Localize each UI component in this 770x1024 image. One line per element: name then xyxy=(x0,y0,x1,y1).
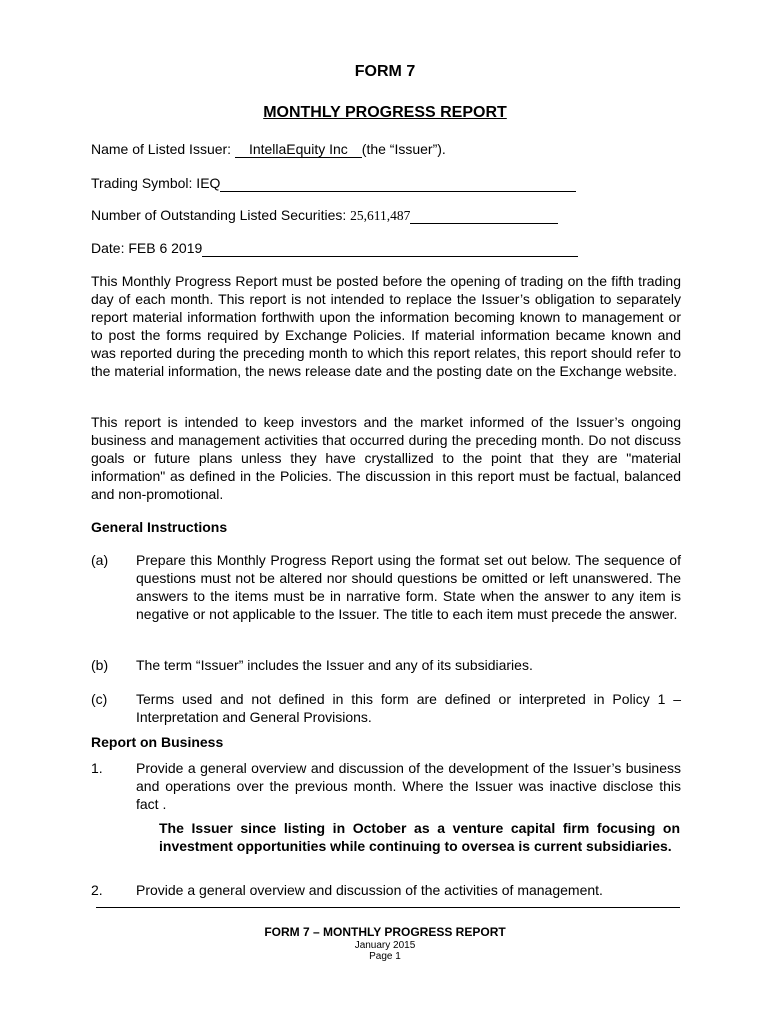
footer-title: FORM 7 – MONTHLY PROGRESS REPORT xyxy=(264,925,506,939)
trading-symbol-blank xyxy=(220,175,576,192)
outstanding-securities-value: 25,611,487 xyxy=(350,208,411,223)
business-item xyxy=(91,760,681,814)
business-item-text: Provide a general overview and discussion of the development of the Issuer’s business and operations over the previous month. Where the Issuer was inactive disclose this fact . xyxy=(136,760,681,812)
business-item-text: Provide a general overview and discussion of the activities of management. xyxy=(136,882,603,898)
issuer-name-line xyxy=(91,141,446,158)
instruction-item xyxy=(91,552,681,624)
trading-symbol-line xyxy=(91,175,576,192)
general-instructions-heading: General Instructions xyxy=(91,519,228,535)
date-label: Date: FEB 6 2019 xyxy=(91,240,203,256)
footer-divider xyxy=(96,907,680,908)
instruction-text: Prepare this Monthly Progress Report using the format set out below. The sequence of questions must not be altered nor should questions be omitted or left unanswered. The answers to the items must be in narrative form. State when the answer to any item is negative or not applicable to the Issuer. The title to each item must precede the answer. xyxy=(136,552,681,622)
instruction-label: (a) xyxy=(91,552,109,568)
instruction-text: Terms used and not defined in this form are defined or interpreted in Policy 1 – Interpretation and General Provisions. xyxy=(136,691,681,725)
issuer-suffix: (the “Issuer”). xyxy=(361,141,446,157)
intro-paragraph: This report is intended to keep investors and the market informed of the Issuer’s ongoing business and management activities that occurred during the preceding month. Do not discuss goals or future plans unless they have crystallized to the point that they are "material information" as defined in the Policies. The discussion in this report must be factual, balanced and non-promotional. xyxy=(91,414,681,502)
page-number: Page 1 xyxy=(369,951,401,962)
date-line xyxy=(91,240,578,257)
business-item xyxy=(91,882,681,900)
instruction-label: (b) xyxy=(91,657,109,673)
issuer-name-label: Name of Listed Issuer: xyxy=(91,141,232,157)
instruction-label: (c) xyxy=(91,691,108,707)
report-on-business-heading: Report on Business xyxy=(91,734,224,750)
outstanding-securities-line xyxy=(91,207,558,224)
issuer-name-value: IntellaEquity Inc xyxy=(235,141,362,158)
business-item-label: 1. xyxy=(91,760,103,776)
form-number: FORM 7 xyxy=(354,63,416,80)
instruction-item xyxy=(91,691,681,727)
business-item-label: 2. xyxy=(91,882,103,898)
instruction-text: The term “Issuer” includes the Issuer and any of its subsidiaries. xyxy=(136,657,533,673)
date-blank xyxy=(202,240,578,257)
outstanding-securities-label: Number of Outstanding Listed Securities: xyxy=(91,207,347,223)
business-item-answer: The Issuer since listing in October as a venture capital firm focusing on investment opportunities while continuing to oversea is current subsidiaries. xyxy=(159,820,680,854)
trading-symbol-label: Trading Symbol: IEQ xyxy=(91,175,221,191)
report-title: MONTHLY PROGRESS REPORT xyxy=(263,104,507,121)
intro-paragraph: This Monthly Progress Report must be posted before the opening of trading on the fifth trading day of each month. This report is not intended to replace the Issuer’s obligation to separately report material information forthwith upon the information becoming known to management or to post the forms required by Exchange Policies. If material information became known and was reported during the preceding month to which this report relates, this report should refer to the material information, the news release date and the posting date on the Exchange website. xyxy=(91,273,681,379)
footer-date: January 2015 xyxy=(354,940,416,951)
outstanding-securities-blank xyxy=(410,207,558,224)
instruction-item xyxy=(91,657,681,675)
